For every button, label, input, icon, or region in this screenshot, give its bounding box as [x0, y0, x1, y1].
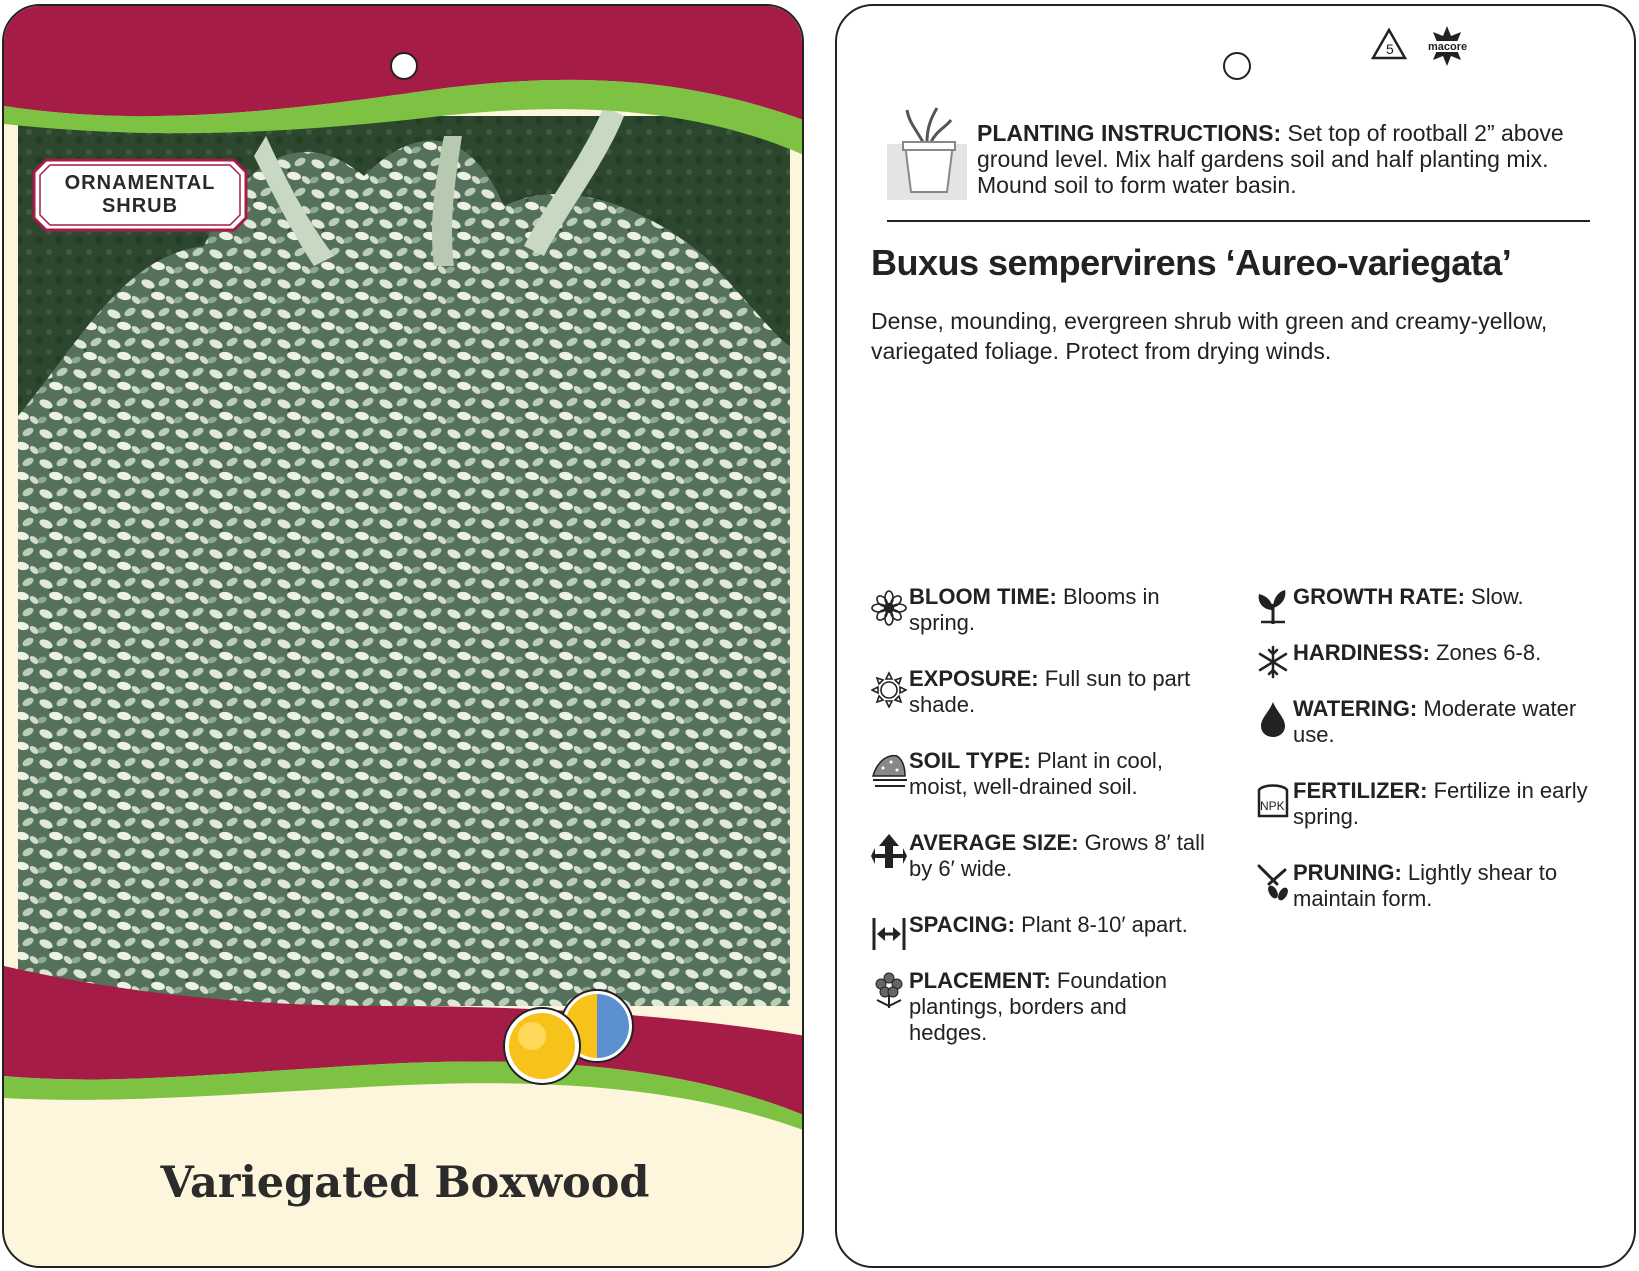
soil-value: Plant in cool, moist, well-drained soil.	[909, 748, 1163, 799]
botanical-name: Buxus sempervirens ‘Aureo-variegata’	[871, 242, 1512, 283]
pruning-value: Lightly shear to maintain form.	[1293, 860, 1558, 911]
water-drop-icon	[1255, 698, 1291, 738]
placement-plant-icon	[871, 970, 907, 1010]
plant-description: Dense, mounding, evergreen shrub with green and creamy-yellow, variegated foliage. Protect from drying winds.	[871, 308, 1548, 364]
front-tag	[2, 4, 804, 1268]
watering-value: Moderate water use.	[1293, 696, 1577, 747]
soil-icon	[871, 750, 907, 790]
spacing-value: Plant 8-10′ apart.	[1021, 912, 1188, 937]
exposure-label: EXPOSURE	[909, 666, 1032, 691]
spacing-label: SPACING	[909, 912, 1008, 937]
recycle-icon	[1373, 30, 1405, 58]
planting-pot-icon	[887, 106, 967, 207]
fertilizer-value: Fertilize in early spring.	[1293, 778, 1588, 829]
hardiness-value: Zones 6-8.	[1436, 640, 1542, 665]
hardiness-label: HARDINESS	[1293, 640, 1423, 665]
planting-label: PLANTING INSTRUCTIONS:	[977, 120, 1282, 146]
soil-label: SOIL TYPE	[909, 748, 1024, 773]
growth-label: GROWTH RATE	[1293, 584, 1458, 609]
pruning-label: PRUNING	[1293, 860, 1395, 885]
macore-logo-icon	[1427, 26, 1467, 66]
exposure-value: Full sun to part shade.	[909, 666, 1191, 717]
recycle-code: 5	[1386, 41, 1394, 57]
badge-line-2: SHRUB	[101, 195, 179, 217]
recycle-logo	[1369, 24, 1479, 77]
category-badge	[32, 158, 248, 232]
flower-icon	[871, 586, 907, 626]
hang-hole	[1223, 52, 1251, 80]
sun-icon	[871, 668, 907, 708]
planting-text: Set top of rootball 2” above ground level. Mix half gardens soil and half planting mix. Mound soil to form water basin.	[977, 120, 1564, 198]
divider	[887, 220, 1590, 222]
badge-line-1: ORNAMENTAL	[64, 172, 216, 194]
growth-value: Slow.	[1471, 584, 1524, 609]
spacing-arrows-icon	[871, 914, 907, 954]
snowflake-icon	[1255, 642, 1291, 682]
planting-instructions	[977, 120, 1597, 198]
full-sun-icon	[504, 1008, 580, 1084]
pruning-shears-icon	[1255, 862, 1291, 902]
size-arrows-icon	[871, 832, 907, 872]
macore-brand: macore	[1428, 41, 1468, 53]
watering-label: WATERING	[1293, 696, 1410, 721]
placement-label: PLACEMENT	[909, 968, 1044, 993]
sprout-icon	[1255, 586, 1291, 626]
bloom-label: BLOOM TIME	[909, 584, 1050, 609]
size-value: Grows 8′ tall by 6′ wide.	[909, 830, 1205, 881]
plant-common-name: Variegated Boxwood	[160, 1158, 650, 1208]
npk-icon-label: NPK	[1260, 799, 1285, 813]
placement-value: Foundation plantings, borders and hedges.	[909, 968, 1167, 1045]
fertilizer-label: FERTILIZER	[1293, 778, 1421, 803]
hang-hole	[390, 52, 418, 80]
npk-icon	[1255, 780, 1291, 820]
size-label: AVERAGE SIZE	[909, 830, 1072, 855]
bloom-value: Blooms in spring.	[909, 584, 1160, 635]
back-tag: 5 macore PLANTING INSTRUCTIONS: Set top of rootball 2” above ground level. Mix half gardens soil and half planting mix. Mound soil to form water basin. Buxus sempervirens ‘Aureo-variegata’ Dense, mounding, evergreen shrub with green and creamy-yellow, variegated foliage. Protect from drying winds. BLOOM TIME: Blooms in spring. EXPOSURE: Full sun to part shade. SOIL TYPE: Plant in cool, moist, well-drained soil. AVERAGE SIZE: Grows 8′ tall by 6′ wide. SPACING: Plant 8-10′ apart. PLACEMENT: Foundation plantings, borders and hedges. GROWTH RATE: Slow. HARDINESS: Zones 6-8. WATERING: Moderate water use. NPK FERTILIZER: Fertilize in early spring. PRUNING: Lightly shear to maintain form.	[835, 4, 1636, 1268]
